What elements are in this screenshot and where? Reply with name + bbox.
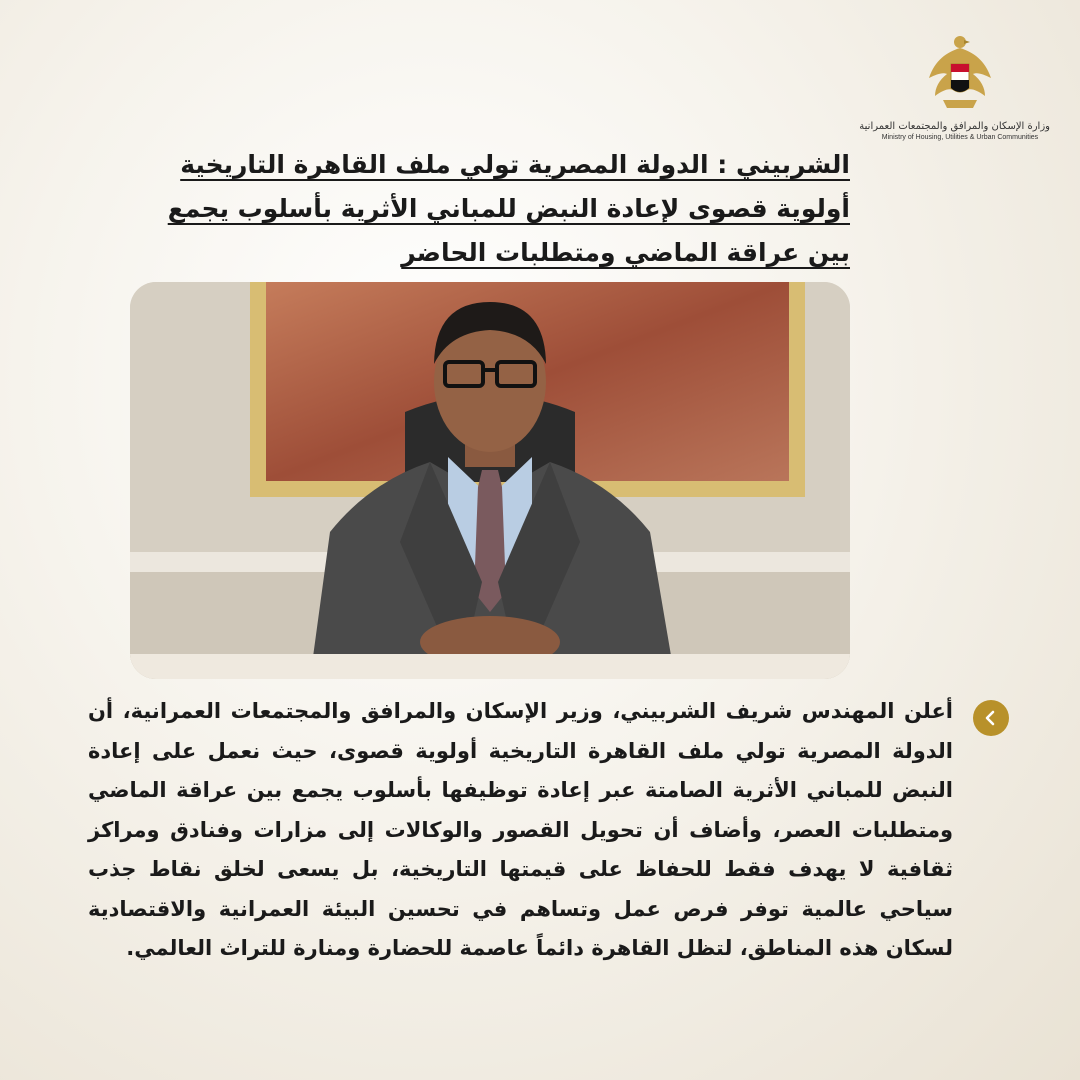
portrait-photo [130, 282, 850, 679]
headline-text: الشربيني : الدولة المصرية تولي ملف القاهرة التاريخية أولوية قصوى لإعادة النبض للمباني الأثرية بأسلوب يجمع بين عراقة الماضي ومتطلبات الحاضر [167, 150, 850, 267]
egypt-eagle-emblem-icon [925, 30, 995, 115]
page-title [120, 143, 850, 275]
ministry-name-arabic: وزارة الإسكان والمرافق والمجتمعات العمرانية [859, 121, 1050, 132]
article-body: أعلن المهندس شريف الشربيني، وزير الإسكان والمرافق والمجتمعات العمرانية، أن الدولة المصرية تولي ملف القاهرة التاريخية أولوية قصوى، حيث نعمل على إعادة النبض للمباني الأثرية الصامتة عبر إعادة توظيفها بأسلوب يجمع بين عراقة الماضي ومتطلبات العصر، وأضاف أن تحويل القصور والوكالات إلى مزارات وفنادق ومراكز ثقافية لا يهدف فقط للحفاظ على قيمتها التاريخية، بل يسعى لخلق نقاط جذب سياحي عالمية توفر فرص عمل وتساهم في تحسين البيئة العمرانية والاقتصادية لسكان هذه المناطق، لتظل القاهرة دائماً عاصمة للحضارة ومنارة للتراث العالمي. [88, 699, 953, 960]
previous-arrow-button[interactable] [973, 700, 1009, 736]
chevron-left-icon [983, 710, 999, 726]
ministry-name-english: Ministry of Housing, Utilities & Urban Communities [881, 134, 1039, 141]
ministry-logo [859, 30, 1050, 155]
